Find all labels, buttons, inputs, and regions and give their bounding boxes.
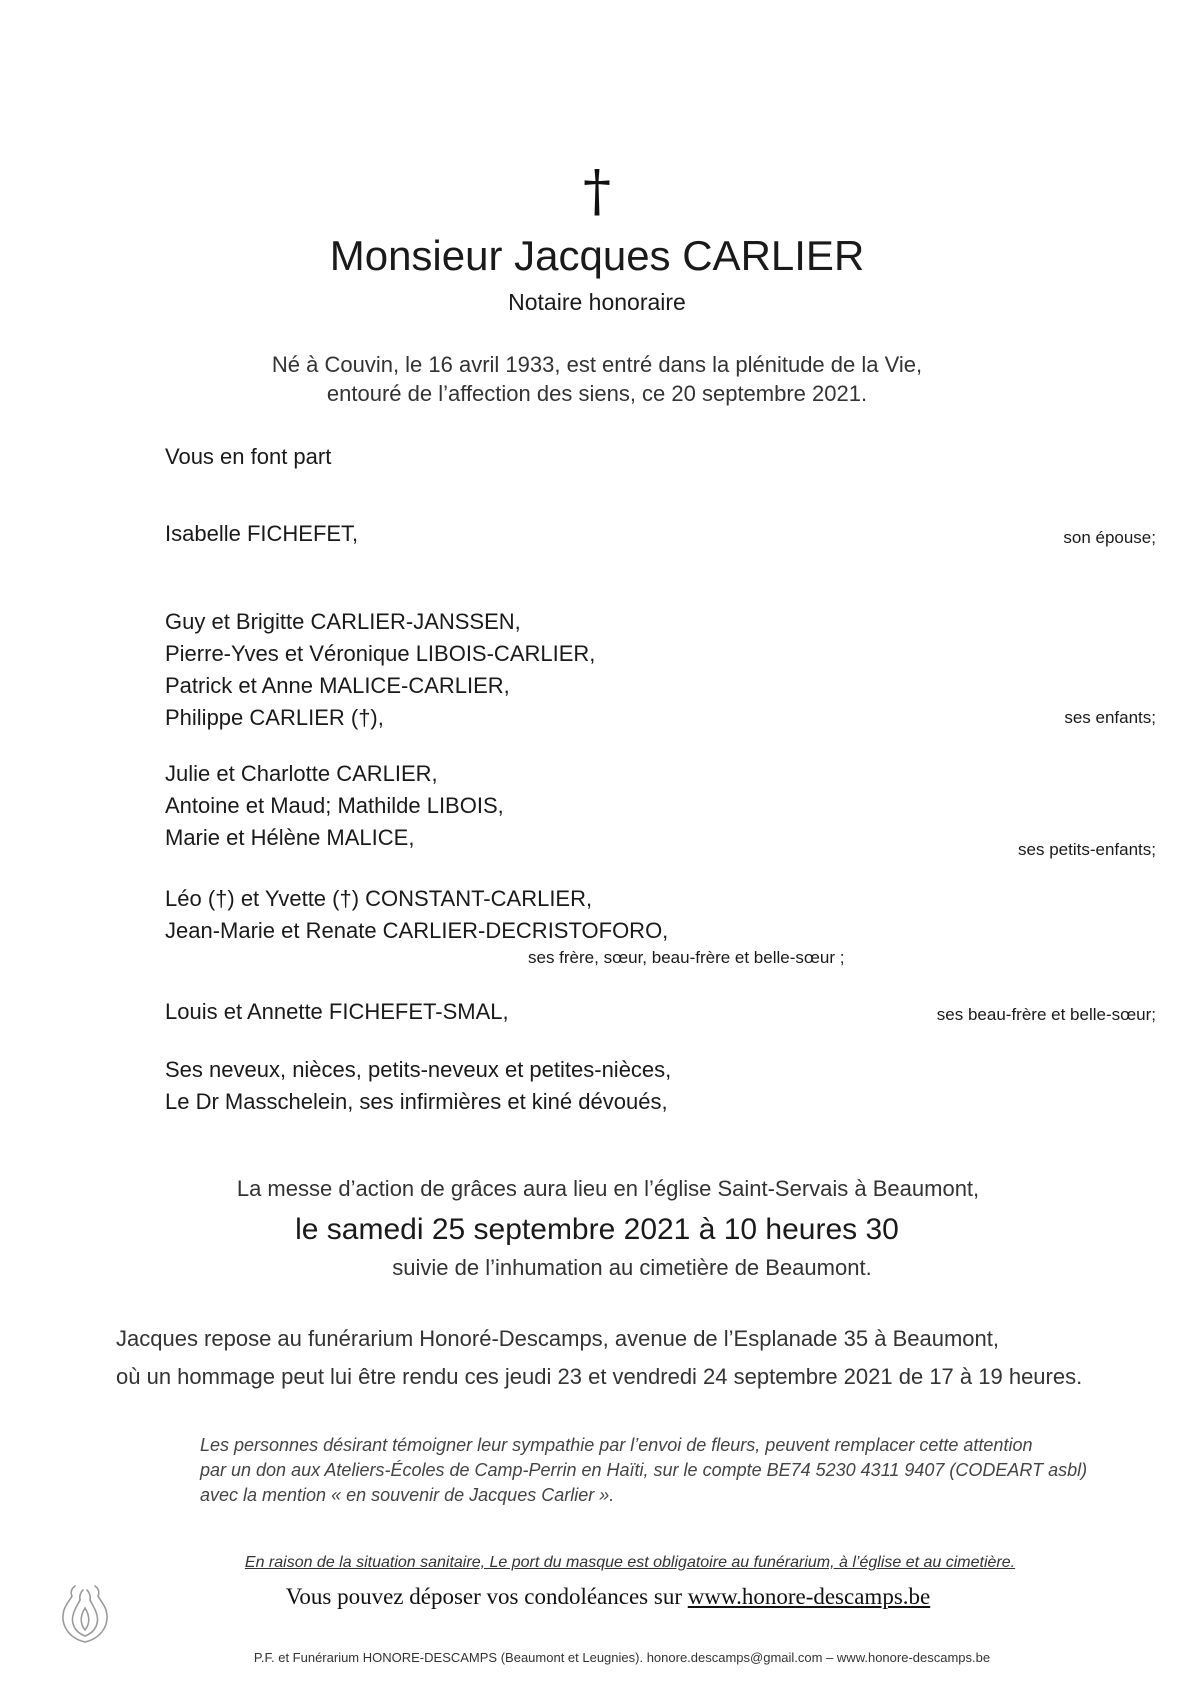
siblings-relation: ses frère, sœur, beau-frère et belle-sœur ; [528,948,845,967]
cross-symbol: † [583,159,611,224]
mass-location: La messe d’action de grâces aura lieu en l’église Saint-Servais à Beaumont, [236,1176,980,1201]
family-member: Pierre-Yves et Véronique LIBOIS-CARLIER, [165,641,596,666]
other-mourners [165,1054,671,1118]
mourner-line: Le Dr Masschelein, ses infirmières et kiné dévoués, [165,1089,668,1114]
grandchildren-names [165,758,504,854]
visitation-line-2: où un hommage peut lui être rendu ces jeudi 23 et vendredi 24 septembre 2021 de 17 à 19 heures. [116,1364,1083,1389]
family-member: Léo (†) et Yvette (†) CONSTANT-CARLIER, [165,886,593,911]
spouse-relation: son épouse; [1063,528,1156,547]
in-laws-names [165,996,509,1028]
family-member: Louis et Annette FICHEFET-SMAL, [165,999,509,1024]
family-member: Patrick et Anne MALICE-CARLIER, [165,673,510,698]
siblings-names [165,883,668,947]
donation-line-3: avec la mention « en souvenir de Jacques Carlier ». [200,1485,615,1505]
deceased-name: Monsieur Jacques CARLIER [329,232,865,279]
funeral-home-visitation [116,1320,1082,1396]
birth-death-statement [0,350,1194,408]
donation-line-2: par un don aux Ateliers-Écoles de Camp-Perrin en Haïti, sur le compte BE74 5230 4311 9407 (CODEART asbl) [200,1460,1088,1480]
grandchildren-relation: ses petits-enfants; [1018,840,1156,859]
flowers-donation-note [200,1433,1087,1508]
family-member: Antoine et Maud; Mathilde LIBOIS, [165,793,504,818]
family-member: Jean-Marie et Renate CARLIER-DECRISTOFORO, [165,918,669,943]
mourner-line: Ses neveux, nièces, petits-neveux et petites-nièces, [165,1057,672,1082]
children-names [165,606,595,734]
birth-death-line-1: Né à Couvin, le 16 avril 1933, est entré dans la plénitude de la Vie, [271,352,923,377]
announcement-intro: Vous en font part [165,444,332,469]
sanitary-notice: En raison de la situation sanitaire, Le port du masque est obligatoire au funérarium, à l’église et au cimetière. [244,1554,1016,1571]
family-member: Philippe CARLIER (†), [165,705,384,730]
spouse-names [165,518,358,550]
donation-line-1: Les personnes désirant témoigner leur sympathie par l’envoi de fleurs, peuvent remplacer cette attention [200,1435,1033,1455]
birth-death-line-2: entouré de l’affection des siens, ce 20 septembre 2021. [326,381,868,406]
family-member: Julie et Charlotte CARLIER, [165,761,438,786]
in-laws-relation: ses beau-frère et belle-sœur; [936,1005,1156,1024]
family-member: Marie et Hélène MALICE, [165,825,415,850]
condolences-text: Vous pouvez déposer vos condoléances sur [285,1584,688,1609]
deceased-title: Notaire honoraire [508,289,686,315]
burial-info: suivie de l’inhumation au cimetière de Beaumont. [392,1255,872,1280]
condolences-line [0,1582,1194,1612]
mass-date-time: le samedi 25 septembre 2021 à 10 heures 30 [295,1213,899,1246]
condolences-website-link[interactable]: www.honore-descamps.be [687,1584,931,1609]
visitation-line-1: Jacques repose au funérarium Honoré-Descamps, avenue de l’Esplanade 35 à Beaumont, [116,1326,999,1351]
family-member: Guy et Brigitte CARLIER-JANSSEN, [165,609,521,634]
children-relation: ses enfants; [1064,708,1156,727]
family-member: Isabelle FICHEFET, [165,521,359,546]
footer-contact: P.F. et Funérarium HONORE-DESCAMPS (Beaumont et Leugnies). honore.descamps@gmail.com – www.honore-descamps.be [253,1650,991,1665]
